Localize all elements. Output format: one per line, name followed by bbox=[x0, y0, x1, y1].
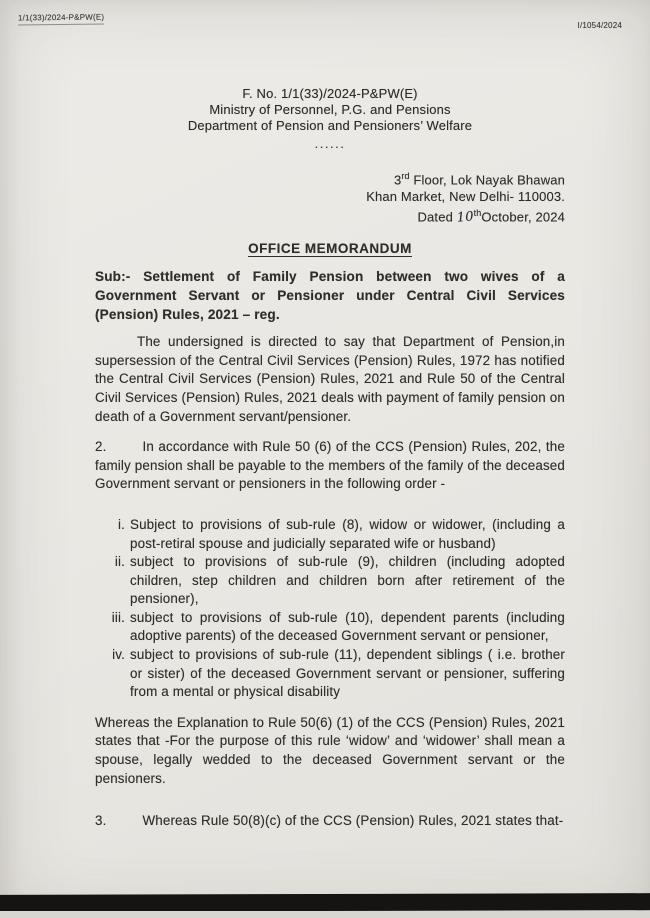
paragraph-3 bbox=[95, 812, 565, 831]
list-marker: iii. bbox=[111, 609, 125, 625]
list-item-text: subject to provisions of sub-rule (10), dependent parents (including adoptive parents) of the deceased Government servant or pensioner, bbox=[130, 609, 565, 644]
ministry-line: Ministry of Personnel, P.G. and Pensions bbox=[209, 102, 451, 117]
list-item-children bbox=[103, 553, 565, 609]
list-item-text: subject to provisions of sub-rule (11), dependent siblings ( i.e. brother or sister) of the deceased Government servant or pensioner, suffering from a mental or physical disability bbox=[130, 647, 565, 700]
paragraph-3-text: Whereas Rule 50(8)(c) of the CCS (Pension) Rules, 2021 states that- bbox=[142, 813, 564, 829]
paragraph-whereas-explanation: Whereas the Explanation to Rule 50(6) (1) of the CCS (Pension) Rules, 2021 states that -For the purpose of this rule ‘widow’ and ‘widower’ shall mean a spouse, legally wedded to the deceased Government servant or the pensioners. bbox=[95, 714, 565, 786]
top-right-scan-reference: I/1054/2024 bbox=[577, 21, 622, 30]
address-line-floor: 3rd Floor, Lok Nayak Bhawan bbox=[393, 171, 565, 188]
file-number-line: F. No. 1/1(33)/2024-P&PW(E) bbox=[242, 86, 418, 101]
date-ordinal-suffix: th bbox=[473, 208, 482, 219]
top-left-file-reference: 1/1(33)/2024-P&PW(E) bbox=[18, 13, 104, 26]
date-line: Dated 10thOctober, 2024 bbox=[417, 208, 565, 226]
list-item-siblings bbox=[103, 646, 565, 702]
list-item-widow bbox=[103, 516, 565, 553]
letterhead bbox=[95, 86, 565, 152]
department-line: Department of Pension and Pensioners’ Welfare bbox=[187, 118, 473, 133]
paragraph-1: The undersigned is directed to say that Department of Pension,in supersession of the Central Civil Services (Pension) Rules, 1972 has notified the Central Civil Services (Pension) Rules, 2021 and Rule 50 of the Central Civil Services (Pension) Rules, 2021 deals with payment of family pension on death of a Government servant/pensioner. bbox=[95, 334, 565, 424]
list-item-text: subject to provisions of sub-rule (9), children (including adopted children, step children and children born after retirement of the pensioner), bbox=[130, 554, 565, 607]
address-block bbox=[95, 168, 565, 227]
scan-edge-dark-bar bbox=[0, 893, 650, 912]
scan-edge-bottom-strip bbox=[0, 911, 650, 918]
list-item-parents bbox=[103, 609, 565, 646]
ordinal-suffix: rd bbox=[401, 171, 410, 181]
address-line-city: Khan Market, New Delhi- 110003. bbox=[366, 188, 565, 204]
paragraph-2-number: 2. bbox=[95, 439, 107, 455]
handwritten-date-day: 10 bbox=[455, 208, 475, 226]
list-item-text: Subject to provisions of sub-rule (8), widow or widower, (including a post-retiral spouse and judicially separated wife or husband) bbox=[130, 516, 565, 551]
list-marker: i. bbox=[118, 516, 125, 532]
list-marker: iv. bbox=[112, 647, 125, 663]
list-marker: ii. bbox=[114, 554, 125, 570]
paragraph-2-text: In accordance with Rule 50 (6) of the CCS (Pension) Rules, 202, the family pension shall be payable to the members of the family of the deceased Government servant or pensioners in the following order - bbox=[95, 439, 565, 492]
subject-line: Sub:- Settlement of Family Pension between two wives of a Government Servant or Pensioner under Central Civil Services (Pension) Rules, 2021 – reg. bbox=[95, 269, 565, 323]
family-pension-priority-list bbox=[95, 516, 565, 702]
paragraph-3-number: 3. bbox=[95, 813, 107, 829]
paragraph-2 bbox=[95, 438, 565, 494]
separator-dots: ...... bbox=[314, 136, 346, 151]
memo-title: OFFICE MEMORANDUM bbox=[248, 241, 412, 257]
